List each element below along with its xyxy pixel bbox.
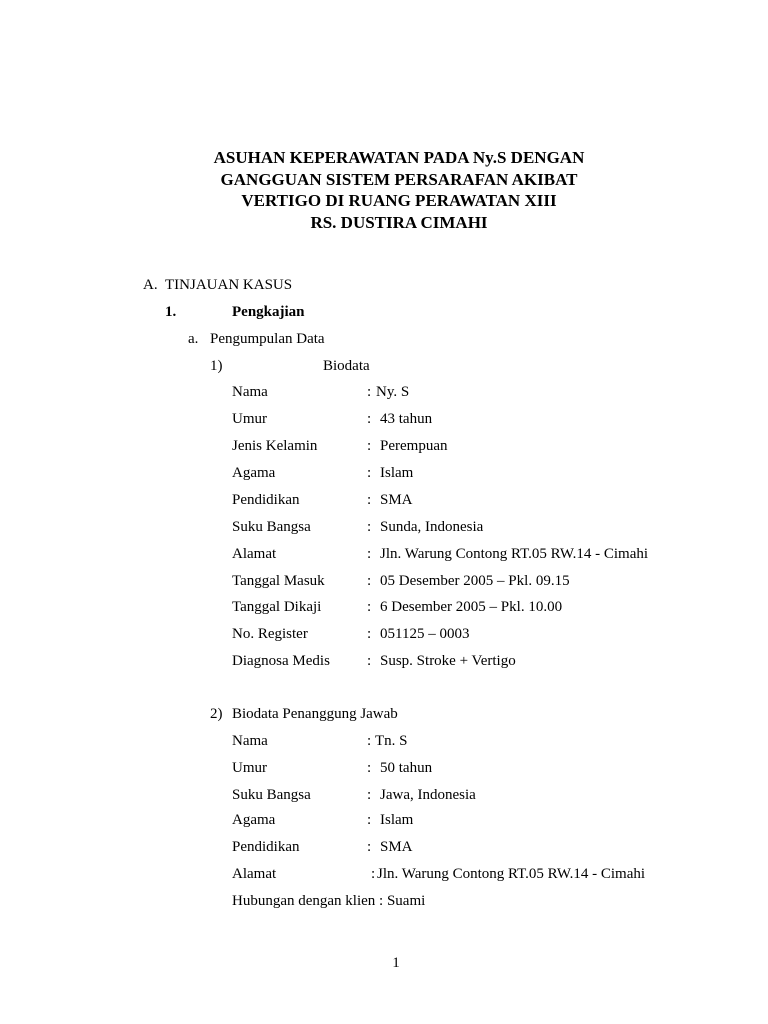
biodata-value: Sunda, Indonesia bbox=[380, 519, 484, 535]
penanggung-jawab-value: Tn. S bbox=[375, 733, 408, 749]
penanggung-jawab-label: Nama bbox=[232, 733, 268, 749]
biodata-value: 051125 – 0003 bbox=[380, 626, 470, 642]
biodata-separator: : bbox=[367, 599, 372, 615]
penanggung-jawab-label: Alamat bbox=[232, 866, 277, 882]
biodata-label: Diagnosa Medis bbox=[232, 653, 330, 669]
biodata-value: 6 Desember 2005 – Pkl. 10.00 bbox=[380, 599, 563, 615]
penanggung-jawab-value: 50 tahun bbox=[380, 760, 433, 776]
document-title-line-3: VERTIGO DI RUANG PERAWATAN XIII bbox=[241, 191, 557, 210]
biodata-label: No. Register bbox=[232, 626, 308, 642]
biodata-label: Alamat bbox=[232, 546, 277, 562]
biodata-value: Islam bbox=[380, 465, 414, 481]
biodata-separator: : bbox=[367, 438, 372, 454]
penanggung-jawab-value: Islam bbox=[380, 812, 414, 828]
penanggung-jawab-separator: : bbox=[367, 760, 372, 776]
biodata-value: Ny. S bbox=[376, 384, 410, 400]
penanggung-jawab-label: Suku Bangsa bbox=[232, 787, 311, 803]
biodata-label: Umur bbox=[232, 411, 267, 427]
biodata-value: Susp. Stroke + Vertigo bbox=[380, 653, 516, 669]
biodata-value: Jln. Warung Contong RT.05 RW.14 - Cimahi bbox=[380, 546, 649, 562]
biodata-marker: 1) bbox=[210, 358, 223, 374]
penanggung-jawab-separator: : bbox=[367, 787, 372, 803]
biodata-heading: Biodata bbox=[323, 358, 370, 374]
biodata-separator: : bbox=[367, 653, 372, 669]
biodata-label: Agama bbox=[232, 465, 276, 481]
biodata-label: Nama bbox=[232, 384, 268, 400]
penanggung-jawab-separator: : bbox=[367, 839, 372, 855]
section-heading: TINJAUAN KASUS bbox=[165, 277, 293, 293]
subsection-heading: Pengkajian bbox=[232, 304, 305, 320]
subsection-marker: 1. bbox=[165, 304, 177, 320]
penanggung-jawab-marker: 2) bbox=[210, 706, 223, 722]
penanggung-jawab-relation: Hubungan dengan klien : Suami bbox=[232, 893, 426, 909]
biodata-label: Jenis Kelamin bbox=[232, 438, 318, 454]
penanggung-jawab-value: Jln. Warung Contong RT.05 RW.14 - Cimahi bbox=[377, 866, 646, 882]
document-title-line-2: GANGGUAN SISTEM PERSARAFAN AKIBAT bbox=[220, 170, 578, 189]
biodata-value: SMA bbox=[380, 492, 413, 508]
penanggung-jawab-value: SMA bbox=[380, 839, 413, 855]
biodata-label: Pendidikan bbox=[232, 492, 300, 508]
part-marker: a. bbox=[188, 331, 199, 347]
biodata-separator: : bbox=[367, 492, 372, 508]
biodata-value: 05 Desember 2005 – Pkl. 09.15 bbox=[380, 573, 570, 589]
biodata-label: Tanggal Dikaji bbox=[232, 599, 322, 615]
penanggung-jawab-separator: : bbox=[367, 733, 372, 749]
penanggung-jawab-label: Pendidikan bbox=[232, 839, 300, 855]
penanggung-jawab-separator: : bbox=[371, 866, 376, 882]
penanggung-jawab-value: Jawa, Indonesia bbox=[380, 787, 476, 803]
section-marker: A. bbox=[143, 277, 158, 293]
document-title-line-1: ASUHAN KEPERAWATAN PADA Ny.S DENGAN bbox=[213, 148, 585, 167]
biodata-separator: : bbox=[367, 573, 372, 589]
biodata-label: Suku Bangsa bbox=[232, 519, 311, 535]
penanggung-jawab-label: Umur bbox=[232, 760, 267, 776]
penanggung-jawab-heading: Biodata Penanggung Jawab bbox=[232, 706, 398, 722]
biodata-separator: : bbox=[367, 519, 372, 535]
biodata-separator: : bbox=[367, 465, 372, 481]
biodata-separator: : bbox=[367, 626, 372, 642]
document-title-line-4: RS. DUSTIRA CIMAHI bbox=[310, 213, 488, 232]
biodata-label: Tanggal Masuk bbox=[232, 573, 325, 589]
penanggung-jawab-separator: : bbox=[367, 812, 372, 828]
biodata-value: 43 tahun bbox=[380, 411, 433, 427]
biodata-separator: : bbox=[367, 384, 372, 400]
page-number: 1 bbox=[392, 955, 400, 971]
penanggung-jawab-label: Agama bbox=[232, 812, 276, 828]
part-heading: Pengumpulan Data bbox=[210, 331, 325, 347]
biodata-separator: : bbox=[367, 546, 372, 562]
biodata-value: Perempuan bbox=[380, 438, 448, 454]
biodata-separator: : bbox=[367, 411, 372, 427]
